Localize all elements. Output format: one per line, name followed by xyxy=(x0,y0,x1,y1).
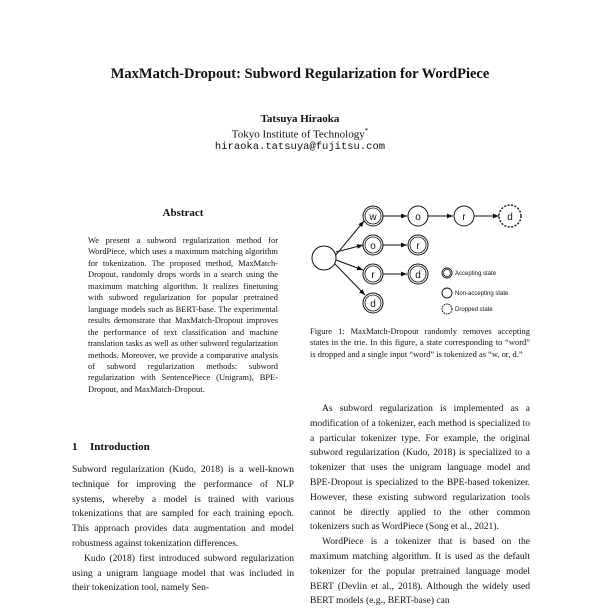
section-number: 1 xyxy=(72,441,78,453)
right-column-body xyxy=(310,402,530,609)
paper-title: MaxMatch-Dropout: Subword Regularization for WordPiece xyxy=(110,66,490,82)
trie-edge xyxy=(336,260,363,270)
legend-dropped-swatch xyxy=(442,304,452,314)
affiliation-mark: * xyxy=(364,127,369,135)
abstract-text: We present a subword regularization method for WordPiece, which uses a maximum matching algorithm for tokenization. The proposed method, MaxMatch-Dropout, randomly drops words in a search using the maximum matching algorithm. It realizes finetuning with subword regularization for popular pretrained language models such as BERT-base. The experimental results demonstrate that MaxMatch-Dropout improves the performance of text classification and machine translation tasks as well as other subword regularization methods. Moreover, we provide a comparative analysis of subword regularization methods: subword regularization with SentencePiece (Unigram), BPE-Dropout, and MaxMatch-Dropout. xyxy=(88,235,278,394)
legend-accepting-swatch-ring xyxy=(444,270,451,277)
intro-paragraph: Subword regularization (Kudo, 2018) is a well-known technique for improving the performance of NLP systems, whereby a model is trained with various tokenizations that are sampled for each training epoch. This approach provides data augmentation and model robustness against tokenization differences. xyxy=(72,464,294,549)
author-name: Tatsuya Hiraoka xyxy=(260,113,340,125)
legend-non-accepting-swatch xyxy=(442,288,452,298)
trie-edge xyxy=(334,263,365,295)
figure-caption: Figure 1: MaxMatch-Dropout randomly removes accepting states in the trie. In this figure, a state corresponding to “word” is dropped and a single input “word” is tokenized as “w, or, d.” xyxy=(310,326,530,359)
affiliation-text: Tokyo Institute of Technology xyxy=(231,128,365,141)
legend-dropped-label: Dropped state xyxy=(455,307,493,313)
introduction-body xyxy=(72,463,294,596)
section-title: Introduction xyxy=(90,441,150,453)
abstract-heading: Abstract xyxy=(162,207,204,219)
trie-node-label: d xyxy=(370,299,376,310)
trie-root-node xyxy=(312,246,336,270)
trie-node-label: w xyxy=(369,212,377,223)
trie-edge xyxy=(336,245,363,252)
legend-accepting-label: Accepting state xyxy=(455,271,497,277)
trie-node-label: r xyxy=(371,270,375,281)
trie-node-label: d xyxy=(507,212,513,223)
trie-node-label: r xyxy=(462,212,466,223)
author-affiliation xyxy=(0,127,600,141)
body-paragraph: As subword regularization is implemented as a modification of a tokenizer, each method is specialized to a particular tokenizer type. For example, the original subword regularization (Kudo, 2018) is specialized to a tokenizer that uses the unigram language model and BPE-Dropout is specialized to the BPE-based tokenizer. However, these existing subword regularization tools cannot be directly applied to the other common tokenizers such as WordPiece (Song et al., 2021). xyxy=(310,403,530,533)
trie-node-label: o xyxy=(370,241,376,252)
trie-node-label: d xyxy=(415,270,421,281)
section-heading-introduction xyxy=(72,441,150,453)
trie-node-label: o xyxy=(415,212,421,223)
intro-paragraph: Kudo (2018) first introduced subword regularization using a unigram language model that was included in their tokenization tool, namely Sen- xyxy=(72,552,294,594)
trie-node-label: r xyxy=(416,241,420,252)
author-email[interactable]: hiraoka.tatsuya@fujitsu.com xyxy=(214,141,386,153)
body-paragraph: WordPiece is a tokenizer that is based on the maximum matching algorithm. It is used as the default tokenizer for the popular pretrained language model BERT (Devlin et al., 2018). Although the widely used BERT models (e.g., BERT-base) can xyxy=(310,536,530,607)
trie-diagram xyxy=(300,196,540,322)
legend-non-accepting-label: Non-accepting state xyxy=(455,291,509,297)
